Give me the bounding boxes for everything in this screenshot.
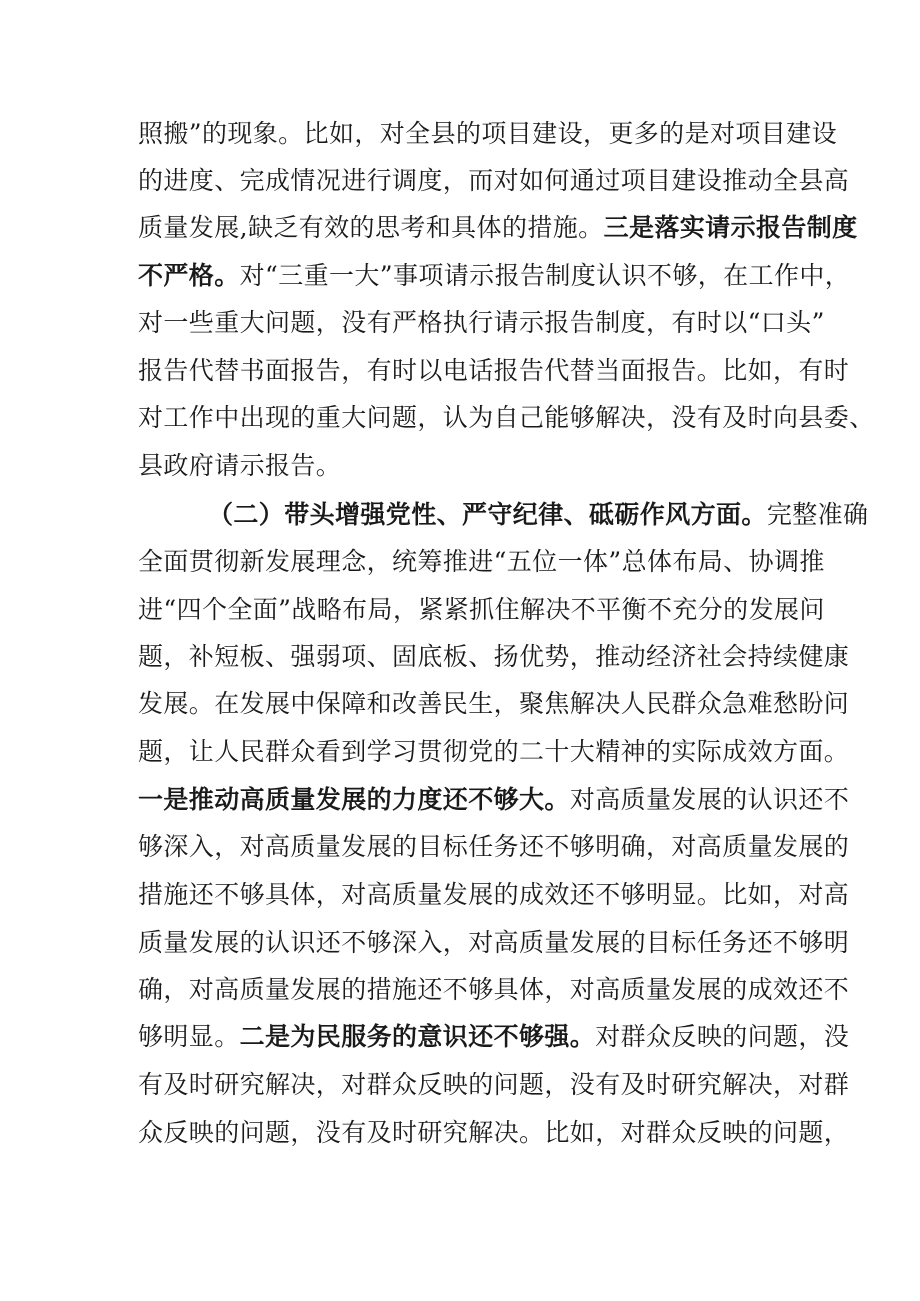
text-line bbox=[138, 545, 825, 579]
text-line bbox=[138, 1020, 850, 1054]
text-line bbox=[138, 1068, 850, 1102]
text-segment: 措施还不够具体，对高质量发展的成效还不够明显。比如，对高 bbox=[138, 880, 850, 909]
text-segment: 有及时研究解决，对群众反映的问题，没有及时研究解决，对群 bbox=[138, 1070, 850, 1099]
bold-text-segment: 一是推动高质量发展的力度还不够大。 bbox=[138, 785, 570, 814]
text-segment: 确，对高质量发展的措施还不够具体，对高质量发展的成效还不 bbox=[138, 975, 850, 1004]
text-segment: 对工作中出现的重大问题，认为自己能够解决，没有及时向县委、 bbox=[138, 403, 875, 432]
text-line bbox=[138, 117, 837, 151]
text-segment: 题，补短板、强弱项、固底板、扬优势，推动经济社会持续健康 bbox=[138, 642, 850, 671]
text-segment: 对“三重一大”事项请示报告制度认识不够，在工作中， bbox=[239, 261, 851, 290]
text-line bbox=[138, 735, 850, 769]
text-segment: 发展。在发展中保障和改善民生，聚焦解决人民群众急难愁盼问 bbox=[138, 689, 850, 718]
text-segment: 的进度、完成情况进行调度，而对如何通过项目建设推动全县高 bbox=[138, 166, 850, 195]
text-line bbox=[138, 1116, 850, 1150]
text-segment: 县政府请示报告。 bbox=[138, 451, 342, 480]
text-line bbox=[138, 211, 858, 245]
text-segment: 对高质量发展的认识还不 bbox=[569, 785, 850, 814]
text-segment: 进“四个全面”战略布局，紧紧抓住解决不平衡不充分的发展问 bbox=[138, 595, 825, 624]
bold-text-segment: 二是为民服务的意识还不够强。 bbox=[239, 1022, 596, 1051]
text-line bbox=[138, 401, 875, 435]
text-line bbox=[138, 973, 850, 1007]
text-segment: 照搬”的现象。比如，对全县的项目建设，更多的是对项目建设 bbox=[138, 119, 837, 148]
text-line bbox=[138, 830, 850, 864]
text-segment: 题，让人民群众看到学习贯彻党的二十大精神的实际成效方面。 bbox=[138, 737, 850, 766]
text-line bbox=[138, 640, 850, 674]
text-segment: 全面贯彻新发展理念，统筹推进“五位一体”总体布局、协调推 bbox=[138, 547, 825, 576]
text-segment: 对一些重大问题，没有严格执行请示报告制度，有时以“口头” bbox=[138, 308, 825, 337]
text-segment: 众反映的问题，没有及时研究解决。比如，对群众反映的问题， bbox=[138, 1118, 850, 1147]
text-line bbox=[138, 354, 850, 388]
text-line bbox=[138, 783, 850, 817]
text-line bbox=[138, 926, 850, 960]
text-line bbox=[138, 449, 798, 483]
text-segment: 够明显。 bbox=[138, 1022, 240, 1051]
text-line bbox=[138, 164, 850, 198]
bold-text-segment: （二）带头增强党性、严守纪律、砥砺作风方面。 bbox=[208, 500, 767, 529]
text-segment: 报告代替书面报告，有时以电话报告代替当面报告。比如，有时 bbox=[138, 356, 850, 385]
text-segment: 够深入，对高质量发展的目标任务还不够明确，对高质量发展的 bbox=[138, 832, 850, 861]
text-segment: 对群众反映的问题，没 bbox=[595, 1022, 850, 1051]
text-segment: 质量发展的认识还不够深入，对高质量发展的目标任务还不够明 bbox=[138, 928, 850, 957]
text-line bbox=[138, 259, 851, 293]
text-line bbox=[138, 878, 850, 912]
bold-text-segment: 不严格。 bbox=[138, 261, 240, 290]
text-line bbox=[138, 687, 850, 721]
bold-text-segment: 三是落实请示报告制度 bbox=[603, 213, 858, 242]
text-line bbox=[208, 498, 868, 532]
text-line bbox=[138, 306, 825, 340]
text-segment: 完整准确 bbox=[766, 500, 869, 529]
text-line bbox=[138, 593, 825, 627]
text-segment: 质量发展,缺乏有效的思考和具体的措施。 bbox=[138, 213, 604, 242]
